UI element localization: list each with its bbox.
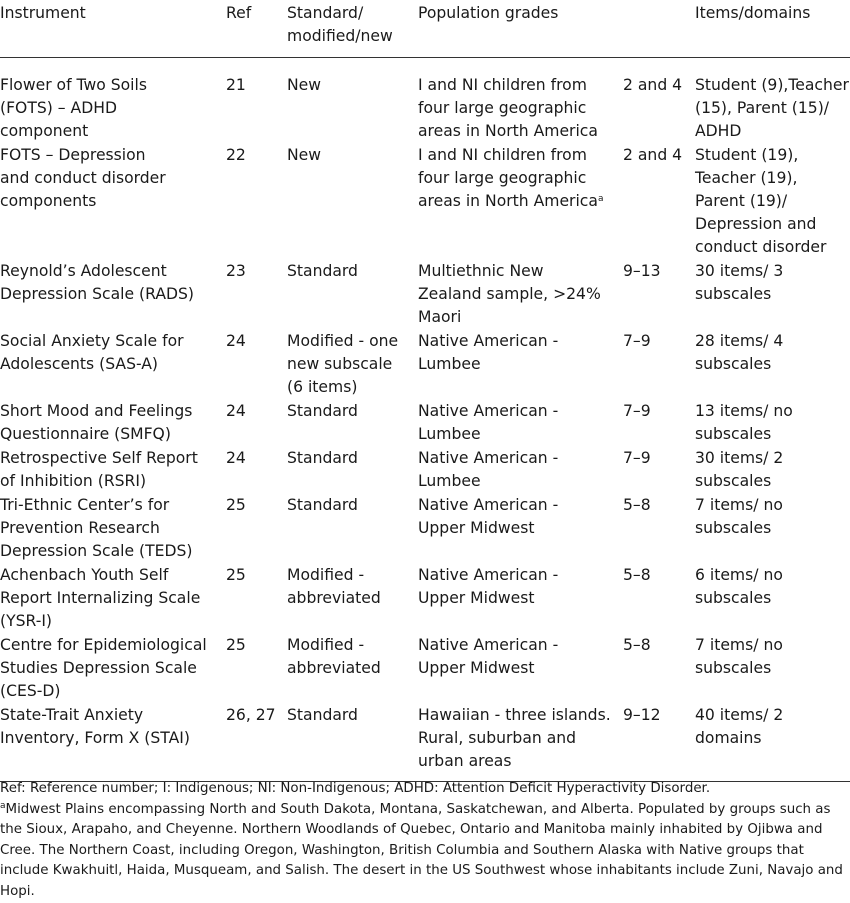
items-cell — [695, 260, 850, 330]
instrument-cell — [0, 634, 226, 704]
footnote-a — [0, 800, 850, 903]
instrument-cell-text: Tri-Ethnic Center’s for Prevention Research Depression Scale (TEDS) — [0, 496, 193, 560]
ref-cell-text: 26, 27 — [226, 706, 276, 724]
standard-cell-text: Standard — [287, 449, 358, 467]
grades-cell — [623, 634, 695, 704]
items-cell-text: Student (19), Teacher (19), Parent (19)/ Depression and conduct disorder — [695, 146, 827, 256]
ref-cell — [226, 634, 287, 704]
items-cell — [695, 144, 850, 260]
instrument-cell-text: FOTS – Depression and conduct disorder components — [0, 146, 166, 210]
items-cell-text: 30 items/ 3 subscales — [695, 262, 784, 303]
ref-cell-text: 24 — [226, 402, 246, 420]
grades-cell-text: 2 and 4 — [623, 146, 683, 164]
population-cell — [418, 704, 623, 782]
table-row — [0, 704, 850, 782]
grades-cell-text: 7–9 — [623, 332, 651, 350]
grades-cell-text: 5–8 — [623, 496, 651, 514]
items-cell-text: 40 items/ 2 domains — [695, 706, 784, 747]
population-cell-text: Hawaiian - three islands. Rural, suburban and urban areas — [418, 706, 611, 770]
grades-cell — [623, 564, 695, 634]
table-body — [0, 58, 850, 782]
table-footnotes — [0, 779, 850, 903]
header-standard: Standard/ modified/new — [287, 4, 393, 45]
ref-cell — [226, 704, 287, 782]
items-cell-text: 7 items/ no subscales — [695, 496, 783, 537]
items-cell-text: 30 items/ 2 subscales — [695, 449, 784, 490]
standard-cell — [287, 330, 418, 400]
table-row — [0, 330, 850, 400]
table-row — [0, 400, 850, 447]
population-cell — [418, 494, 623, 564]
ref-cell-text: 23 — [226, 262, 246, 280]
footnote-a-text: Midwest Plains encompassing North and South Dakota, Montana, Saskatchewan, and Alberta. Populated by groups such as the Sioux, Arapaho, and Cheyenne. Northern Woodlands of Quebec, Ontario and Manitoba mainly inhabited by Ojibwa and Cree. The Northern Coast, including Oregon, Washington, British Columbia and Southern Alaska with Native groups that include Kwakhuitl, Haida, Musqueam, and Salish. The desert in the US Southwest whose inhabitants include Zuni, Navajo and Hopi. — [0, 801, 843, 899]
instrument-cell-text: Retrospective Self Report of Inhibition (RSRI) — [0, 449, 198, 490]
items-cell-text: Student (9),Teacher (15), Parent (15)/ ADHD — [695, 76, 849, 140]
items-cell-text: 7 items/ no subscales — [695, 636, 783, 677]
instrument-cell-text: Social Anxiety Scale for Adolescents (SAS-A) — [0, 332, 184, 373]
ref-cell — [226, 564, 287, 634]
grades-cell-text: 5–8 — [623, 566, 651, 584]
grades-cell — [623, 400, 695, 447]
ref-cell-text: 25 — [226, 566, 246, 584]
population-cell — [418, 400, 623, 447]
ref-cell — [226, 144, 287, 260]
standard-cell — [287, 634, 418, 704]
ref-cell-text: 21 — [226, 76, 246, 94]
standard-cell-text: Modified - abbreviated — [287, 566, 381, 607]
population-cell — [418, 447, 623, 494]
population-cell — [418, 634, 623, 704]
population-cell-text: Native American - Lumbee — [418, 332, 559, 373]
population-cell-text: Native American - Upper Midwest — [418, 636, 559, 677]
population-cell-text: Multiethnic New Zealand sample, >24% Maori — [418, 262, 601, 326]
ref-cell-text: 25 — [226, 496, 246, 514]
table-row — [0, 634, 850, 704]
instrument-cell-text: Short Mood and Feelings Questionnaire (SMFQ) — [0, 402, 193, 443]
instrument-cell — [0, 330, 226, 400]
grades-cell-text: 2 and 4 — [623, 76, 683, 94]
standard-cell-text: Standard — [287, 402, 358, 420]
items-cell — [695, 704, 850, 782]
grades-cell-text: 7–9 — [623, 402, 651, 420]
population-cell — [418, 564, 623, 634]
table-row — [0, 447, 850, 494]
table-row — [0, 58, 850, 145]
grades-cell — [623, 447, 695, 494]
population-cell-text: I and NI children from four large geographic areas in North America — [418, 146, 598, 210]
ref-cell — [226, 330, 287, 400]
instrument-cell — [0, 447, 226, 494]
header-grades — [623, 0, 695, 58]
footnote-marker: a — [597, 194, 604, 204]
header-row — [0, 0, 850, 58]
grades-cell — [623, 330, 695, 400]
instrument-cell-text: Reynold’s Adolescent Depression Scale (RADS) — [0, 262, 194, 303]
table-row — [0, 564, 850, 634]
grades-cell-text: 5–8 — [623, 636, 651, 654]
population-cell — [418, 144, 623, 260]
standard-cell — [287, 144, 418, 260]
standard-cell — [287, 494, 418, 564]
population-cell — [418, 58, 623, 145]
grades-cell — [623, 704, 695, 782]
ref-cell-text: 25 — [226, 636, 246, 654]
instrument-cell — [0, 260, 226, 330]
ref-cell — [226, 400, 287, 447]
table-row — [0, 494, 850, 564]
items-cell — [695, 634, 850, 704]
items-cell — [695, 564, 850, 634]
header-instrument: Instrument — [0, 4, 86, 22]
instrument-cell — [0, 400, 226, 447]
standard-cell-text: Modified - one new subscale (6 items) — [287, 332, 399, 396]
items-cell — [695, 58, 850, 145]
grades-cell-text: 9–13 — [623, 262, 661, 280]
grades-cell — [623, 260, 695, 330]
standard-cell-text: New — [287, 76, 322, 94]
grades-cell-text: 7–9 — [623, 449, 651, 467]
population-cell-text: Native American - Upper Midwest — [418, 566, 559, 607]
abbreviations-note: Ref: Reference number; I: Indigenous; NI: Non-Indigenous; ADHD: Attention Deficit Hyperactivity Disorder. — [0, 781, 711, 796]
standard-cell — [287, 564, 418, 634]
table-row — [0, 144, 850, 260]
ref-cell — [226, 494, 287, 564]
table-header — [0, 0, 850, 58]
instrument-cell-text: Centre for Epidemiological Studies Depression Scale (CES-D) — [0, 636, 207, 700]
ref-cell — [226, 58, 287, 145]
standard-cell — [287, 400, 418, 447]
instrument-cell — [0, 494, 226, 564]
population-cell — [418, 330, 623, 400]
items-cell-text: 28 items/ 4 subscales — [695, 332, 784, 373]
ref-cell-text: 22 — [226, 146, 246, 164]
ref-cell — [226, 260, 287, 330]
ref-cell — [226, 447, 287, 494]
standard-cell-text: New — [287, 146, 322, 164]
grades-cell — [623, 58, 695, 145]
population-cell-text: Native American - Lumbee — [418, 449, 559, 490]
grades-cell-text: 9–12 — [623, 706, 661, 724]
population-cell-text: I and NI children from four large geographic areas in North America — [418, 76, 598, 140]
standard-cell — [287, 447, 418, 494]
standard-cell-text: Modified - abbreviated — [287, 636, 381, 677]
standard-cell — [287, 704, 418, 782]
instrument-cell-text: Flower of Two Soils (FOTS) – ADHD component — [0, 76, 147, 140]
instrument-cell — [0, 58, 226, 145]
population-cell-text: Native American - Upper Midwest — [418, 496, 559, 537]
instrument-cell-text: State-Trait Anxiety Inventory, Form X (STAI) — [0, 706, 190, 747]
items-cell — [695, 330, 850, 400]
items-cell — [695, 447, 850, 494]
items-cell — [695, 494, 850, 564]
population-cell — [418, 260, 623, 330]
instrument-cell — [0, 144, 226, 260]
ref-cell-text: 24 — [226, 449, 246, 467]
items-cell — [695, 400, 850, 447]
population-cell-text: Native American - Lumbee — [418, 402, 559, 443]
standard-cell-text: Standard — [287, 496, 358, 514]
instrument-cell — [0, 704, 226, 782]
grades-cell — [623, 494, 695, 564]
instrument-cell-text: Achenbach Youth Self Report Internalizing Scale (YSR-I) — [0, 566, 201, 630]
standard-cell — [287, 260, 418, 330]
instrument-cell — [0, 564, 226, 634]
standard-cell-text: Standard — [287, 706, 358, 724]
standard-cell — [287, 58, 418, 145]
header-ref: Ref — [226, 4, 252, 22]
items-cell-text: 6 items/ no subscales — [695, 566, 783, 607]
items-cell-text: 13 items/ no subscales — [695, 402, 793, 443]
header-items: Items/domains — [695, 4, 811, 22]
footnote-a-marker: a — [0, 800, 6, 811]
header-population: Population grades — [418, 4, 559, 22]
standard-cell-text: Standard — [287, 262, 358, 280]
table-row — [0, 260, 850, 330]
ref-cell-text: 24 — [226, 332, 246, 350]
grades-cell — [623, 144, 695, 260]
